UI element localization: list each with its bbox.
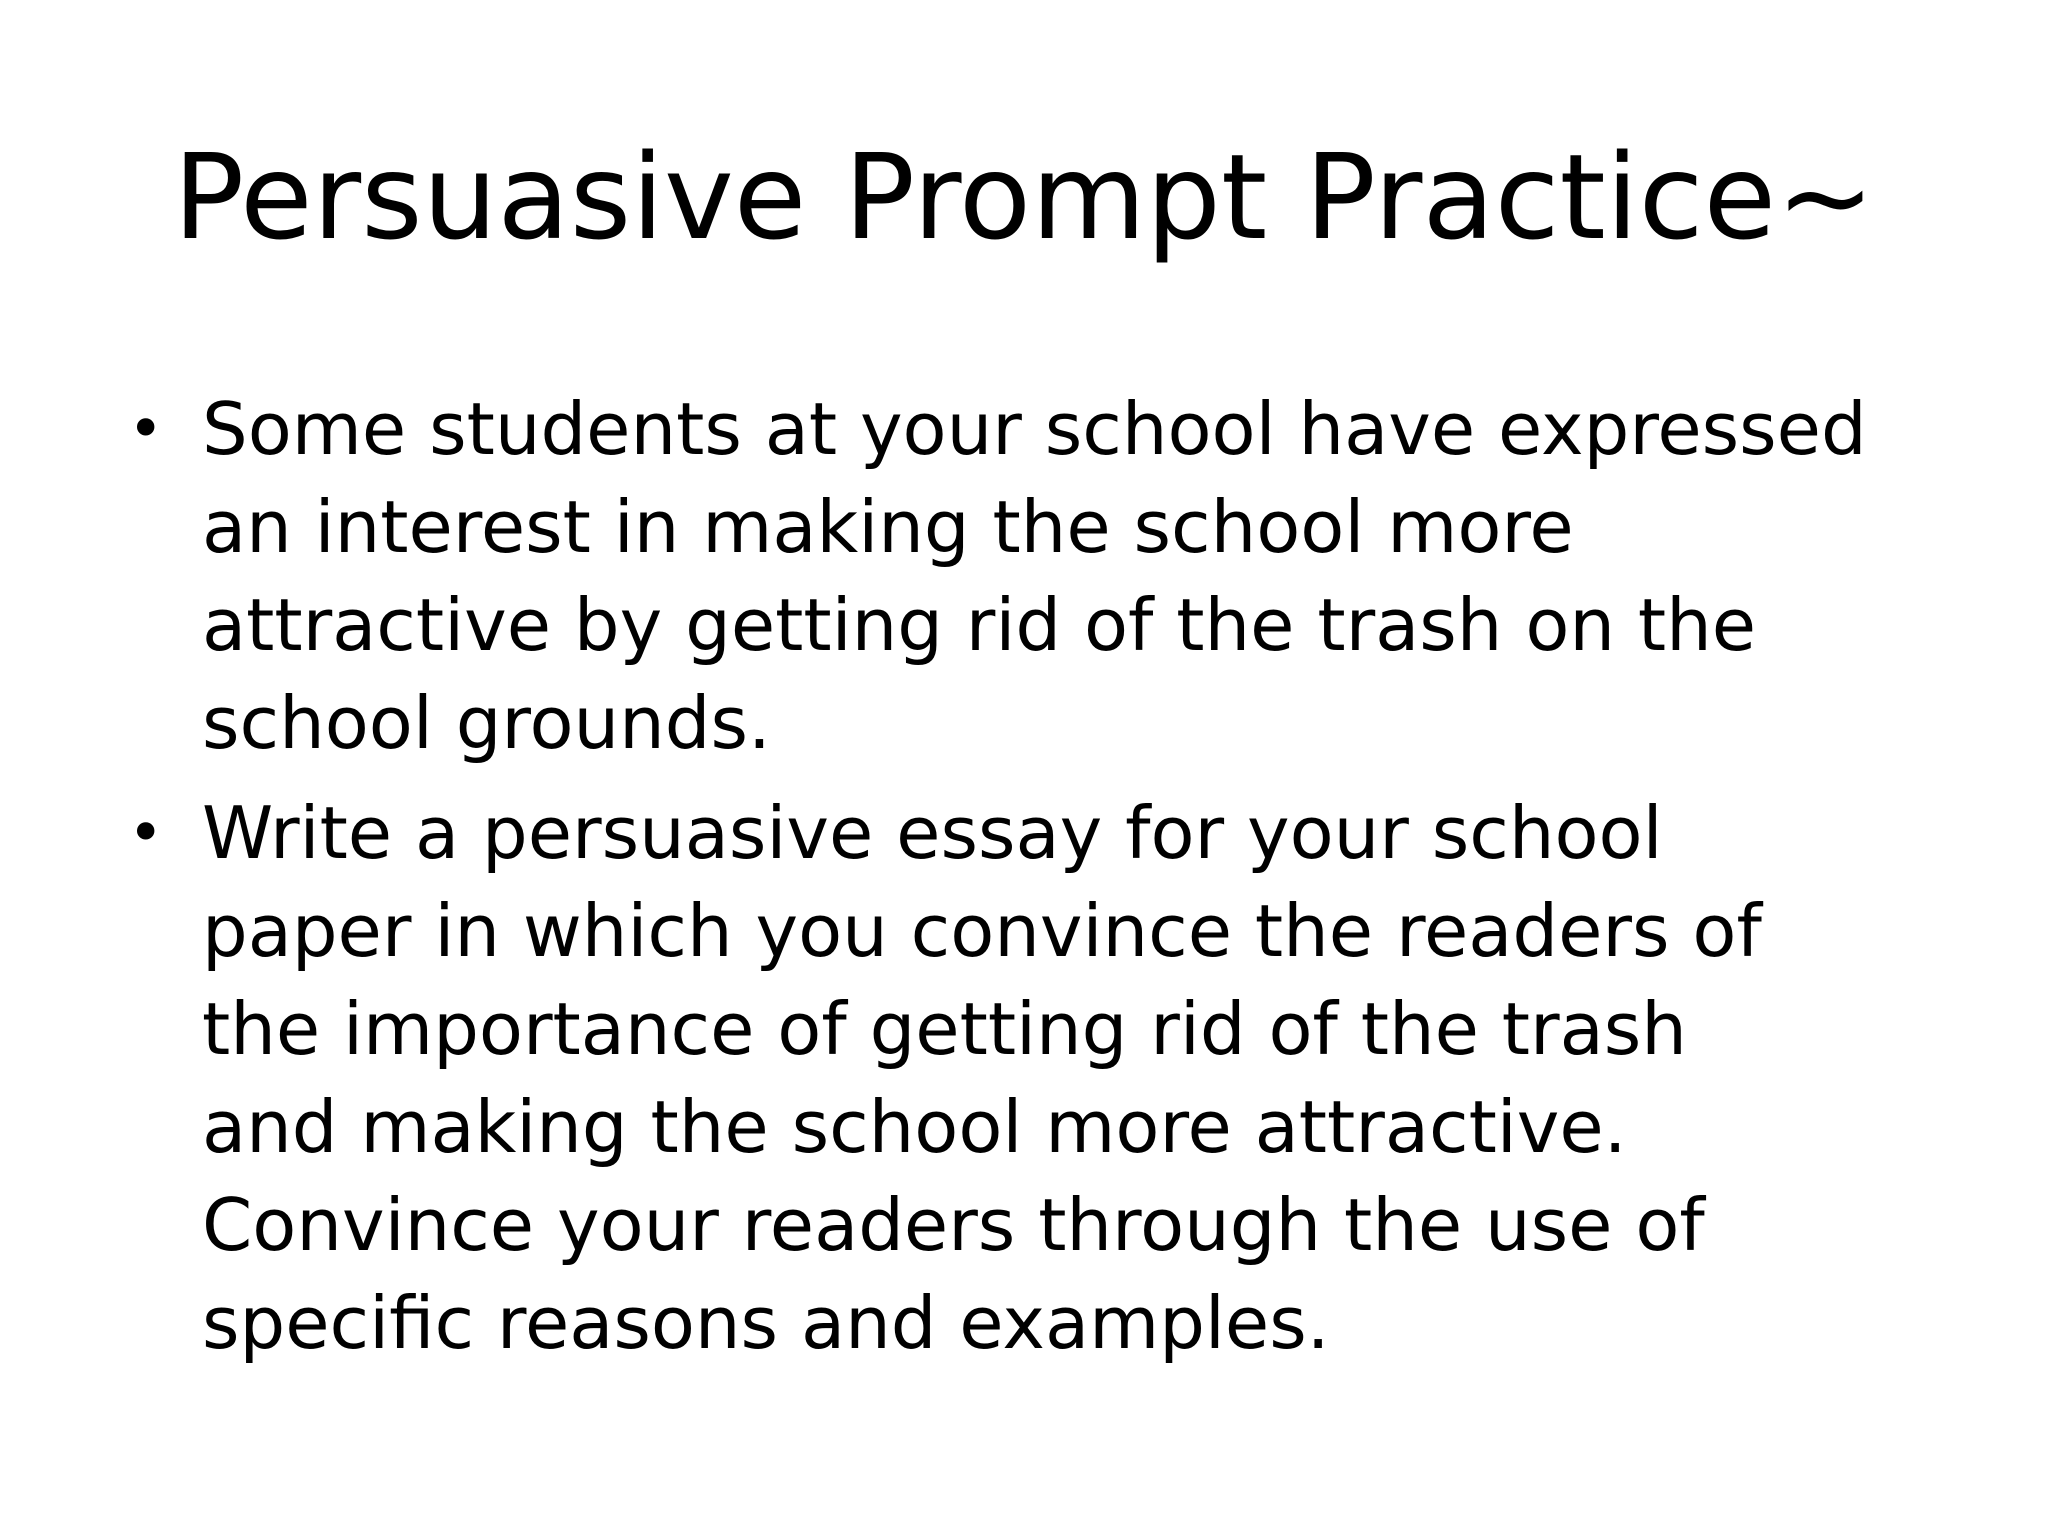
bullet-text-line: Convince your readers through the use of [202, 1183, 1705, 1267]
bullet-text-line: an interest in making the school more [202, 485, 1574, 569]
bullet-text-line: attractive by getting rid of the trash on the [202, 583, 1757, 667]
bullet-text-line: Some students at your school have expressed [202, 387, 1867, 471]
bullet-item-1 [120, 380, 1920, 772]
bullet-text-line: paper in which you convince the readers of [202, 889, 1762, 973]
bullet-text-line: school grounds. [202, 681, 771, 765]
slide-title: Persuasive Prompt Practice~ [173, 128, 1875, 266]
bullet-text-line: and making the school more attractive. [202, 1085, 1627, 1169]
bullet-item-2 [120, 784, 1920, 1372]
bullet-text-line: the importance of getting rid of the trash [202, 987, 1687, 1071]
bullet-icon: • [128, 394, 164, 464]
bullet-text-line: specific reasons and examples. [202, 1281, 1330, 1365]
bullet-list [120, 380, 1920, 1384]
bullet-icon: • [128, 798, 164, 868]
bullet-text-line: Write a persuasive essay for your school [202, 791, 1663, 875]
